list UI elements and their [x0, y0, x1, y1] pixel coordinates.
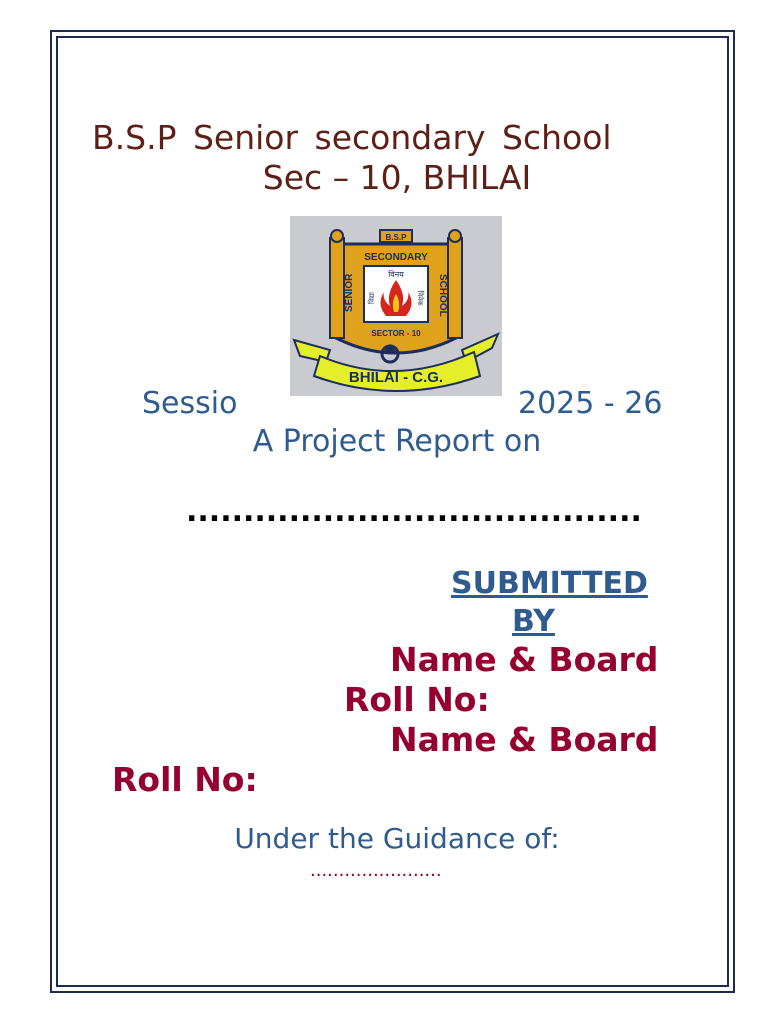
logo-ribbon-text: BHILAI - C.G.: [348, 369, 444, 386]
logo-arc-text: SECONDARY: [364, 252, 428, 263]
school-address: Sec – 10, BHILAI: [262, 158, 532, 197]
school-name: B.S.P Senior secondary School: [92, 118, 612, 157]
logo-sector-text: SECTOR - 10: [371, 329, 421, 338]
logo-motto-right: विवेक: [416, 290, 424, 306]
school-emblem-icon: [290, 216, 502, 396]
logo-left-text: SENIOR: [344, 273, 355, 312]
by-heading: BY: [512, 604, 555, 639]
project-title-placeholder: ........................................: [186, 494, 642, 529]
student-name-line-2: Name & Board: [390, 720, 659, 759]
guidance-label: Under the Guidance of:: [234, 822, 560, 855]
student-name-line-1: Name & Board: [390, 640, 659, 679]
logo-motto-top: विनय: [388, 270, 404, 279]
logo-right-text: SCHOOL: [437, 274, 448, 317]
student-roll-line-2: Roll No:: [112, 760, 258, 799]
school-logo: [290, 216, 502, 396]
submitted-heading: SUBMITTED: [451, 566, 648, 601]
shield-pillar-right: [448, 238, 462, 338]
pillar-knob-left: [331, 230, 343, 242]
session-label: Sessio: [142, 386, 238, 421]
logo-motto-left: विद्या: [368, 292, 376, 304]
teacher-name-placeholder: .......................: [310, 860, 442, 881]
logo-top-text: B.S.P: [385, 233, 407, 242]
student-roll-line-1: Roll No:: [344, 680, 490, 719]
project-report-intro: A Project Report on: [252, 424, 542, 459]
session-years: 2025 - 26: [518, 386, 663, 421]
shield-pillar-left: [330, 238, 344, 338]
pillar-knob-right: [449, 230, 461, 242]
